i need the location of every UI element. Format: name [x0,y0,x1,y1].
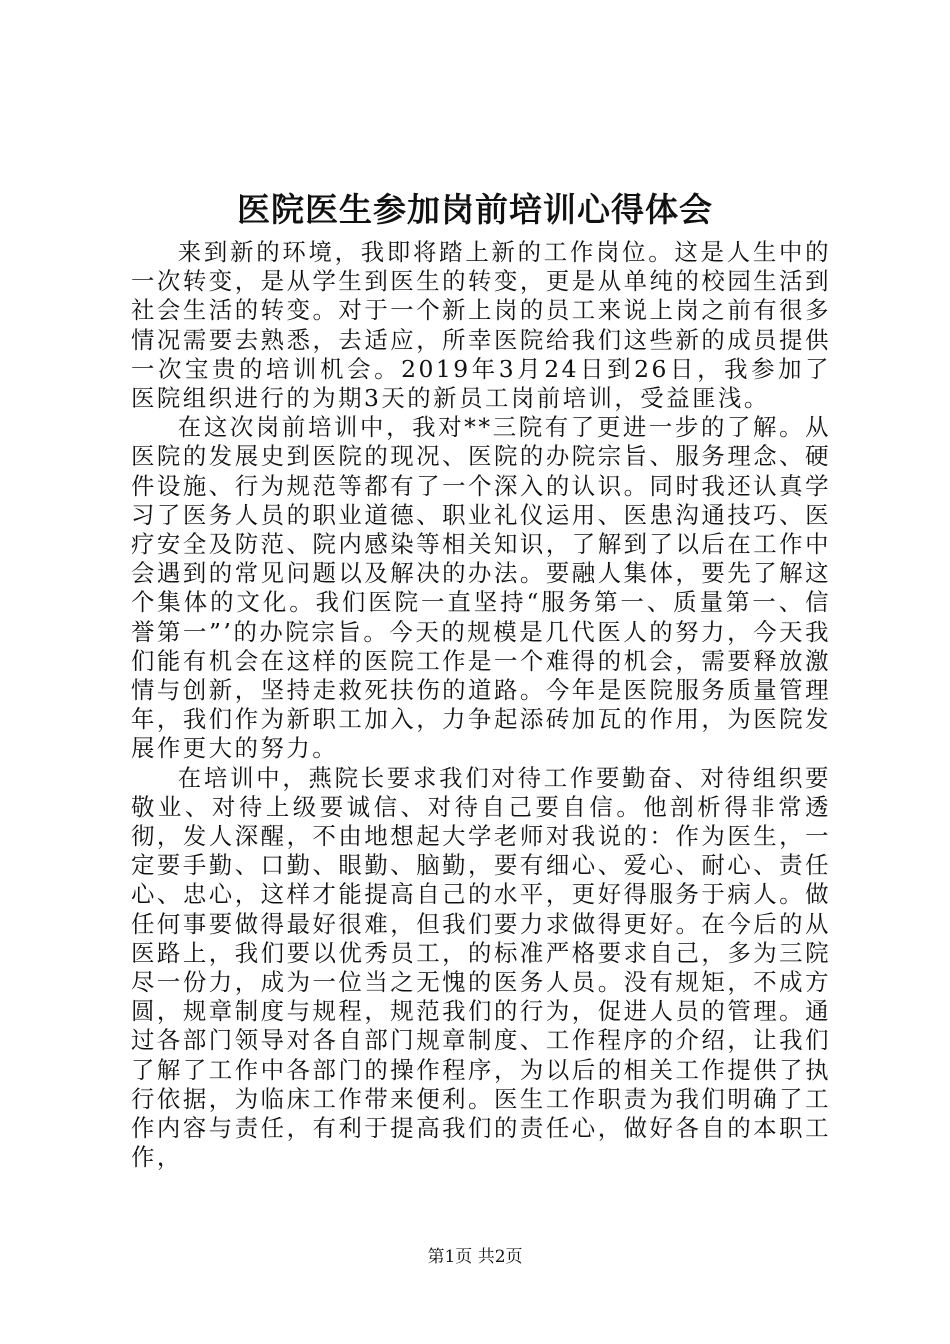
paragraph-training-content: 在这次岗前培训中，我对**三院有了更进一步的了解。从医院的发展史到医院的现况、医院的办院宗旨、服务理念、硬件设施、行为规范等都有了一个深入的认识。同时我还认真学习了医务人员的职业道德、职业礼仪运用、医患沟通技巧、医疗安全及防范、院内感染等相关知识，了解到了以后在工作中会遇到的常见问题以及解决的办法。要融人集体，要先了解这个集体的文化。我们医院一直坚持“服务第一、质量第一、信誉第一”’的办院宗旨。今天的规模是几代医人的努力，今天我们能有机会在这样的医院工作是一个难得的机会，需要释放激情与创新，坚持走救死扶伤的道路。今年是医院服务质量管理年，我们作为新职工加入，力争起添砖加瓦的作用，为医院发展作更大的努力。 [131,413,831,763]
page-number-footer: 第1页 共2页 [427,1247,523,1267]
document-body [131,238,831,1173]
paragraph-intro: 来到新的环境，我即将踏上新的工作岗位。这是人生中的一次转变，是从学生到医生的转变，更是从单纯的校园生活到社会生活的转变。对于一个新上岗的员工来说上岗之前有很多情况需要去熟悉，去适应，所幸医院给我们这些新的成员提供一次宝贵的培训机会。2019年3月24日到26日，我参加了医院组织进行的为期3天的新员工岗前培训，受益匪浅。 [131,238,831,413]
document-title: 医院医生参加岗前培训心得体会 [237,190,713,229]
paragraph-president-requirements: 在培训中，燕院长要求我们对待工作要勤奋、对待组织要敬业、对待上级要诚信、对待自己要自信。他剖析得非常透彻，发人深醒，不由地想起大学老师对我说的：作为医生，一定要手勤、口勤、眼勤、脑勤，要有细心、爱心、耐心、责任心、忠心，这样才能提高自己的水平，更好得服务于病人。做任何事要做得最好很难，但我们要力求做得更好。在今后的从医路上，我们要以优秀员工，的标准严格要求自己，多为三院尽一份力，成为一位当之无愧的医务人员。没有规矩，不成方圆，规章制度与规程，规范我们的行为，促进人员的管理。通过各部门领导对各自部门规章制度、工作程序的介绍，让我们了解了工作中各部门的操作程序，为以后的相关工作提供了执行依据，为临床工作带来便利。医生工作职责为我们明确了工作内容与责任，有利于提高我们的责任心，做好各自的本职工作， [131,763,831,1172]
